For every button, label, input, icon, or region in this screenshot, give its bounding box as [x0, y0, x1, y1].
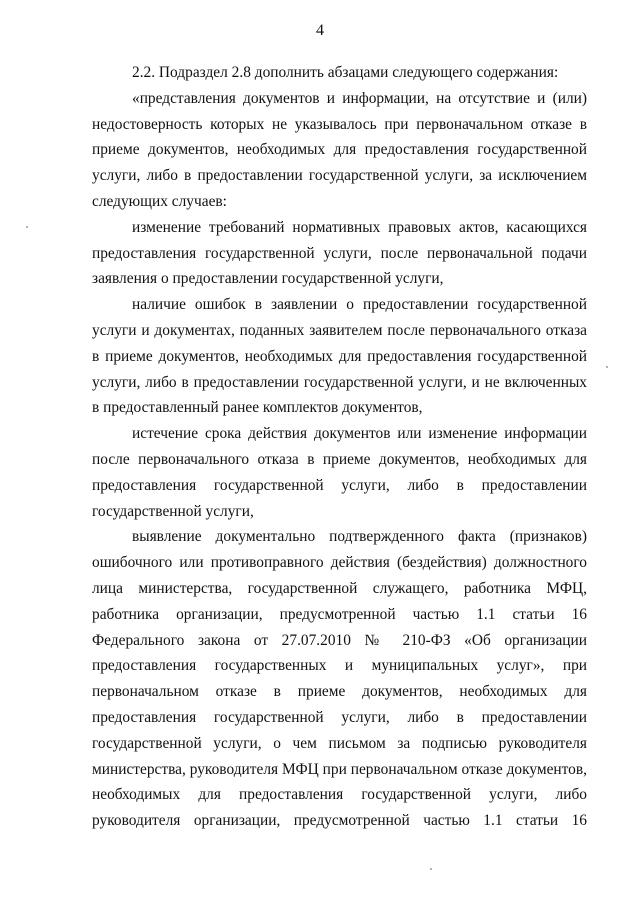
paragraph-exception-requirements-change: изменение требований нормативных правовых актов, касающихся предоставления государственной услуги, после первоначальной подачи заявления о предоставлении государственной услуги, [92, 218, 587, 288]
document-body [92, 60, 587, 834]
page-number: 4 [316, 22, 324, 39]
paragraph-exception-misconduct: выявление документально подтвержденного факта (признаков) ошибочного или противоправного действия (бездействия) должностного лица министерства, государственной служащего, работника МФЦ, работника организации, предусмотренной частью 1.1 статьи 16 Федерального закона от 27.07.2010 № 210-ФЗ «Об организации предоставления государственных и муниципальных услуг», при первоначальном отказе в приеме документов, необходимых для предоставления государственной услуги, либо в предоставлении государственной услуги, о чем письмом за подписью руководителя министерства, руководителя МФЦ при первоначальном отказе документов, необходимых для предоставления государственной услуги, либо руководителя организации, предусмотренной частью 1.1 статьи 16 [92, 528, 587, 830]
paragraph-amendment-intro: 2.2. Подраздел 2.8 дополнить абзацами следующего содержания: [132, 64, 559, 81]
paragraph-exception-errors: наличие ошибок в заявлении о предоставлении государственной услуги и документах, поданных заявителем после первоначального отказа в приеме документов, необходимых для предоставления государственной услуги, либо в предоставлении государственной услуги, и не включенных в предоставленный ранее комплектов документов, [92, 296, 587, 417]
scan-speck [606, 366, 608, 368]
scan-speck [430, 868, 432, 870]
scan-speck [26, 226, 28, 228]
paragraph-documents-clause: «представления документов и информации, на отсутствие и (или) недостоверность которых не указывалось при первоначальном отказе в приеме документов, необходимых для предоставления государственной услуги, либо в предоставлении государственной услуги, за исключением следующих случаев: [92, 89, 587, 210]
paragraph-exception-expiry: истечение срока действия документов или изменение информации после первоначального отказа в приеме документов, необходимых для предоставления государственной услуги, либо в предоставлении государственной услуги, [92, 425, 587, 520]
